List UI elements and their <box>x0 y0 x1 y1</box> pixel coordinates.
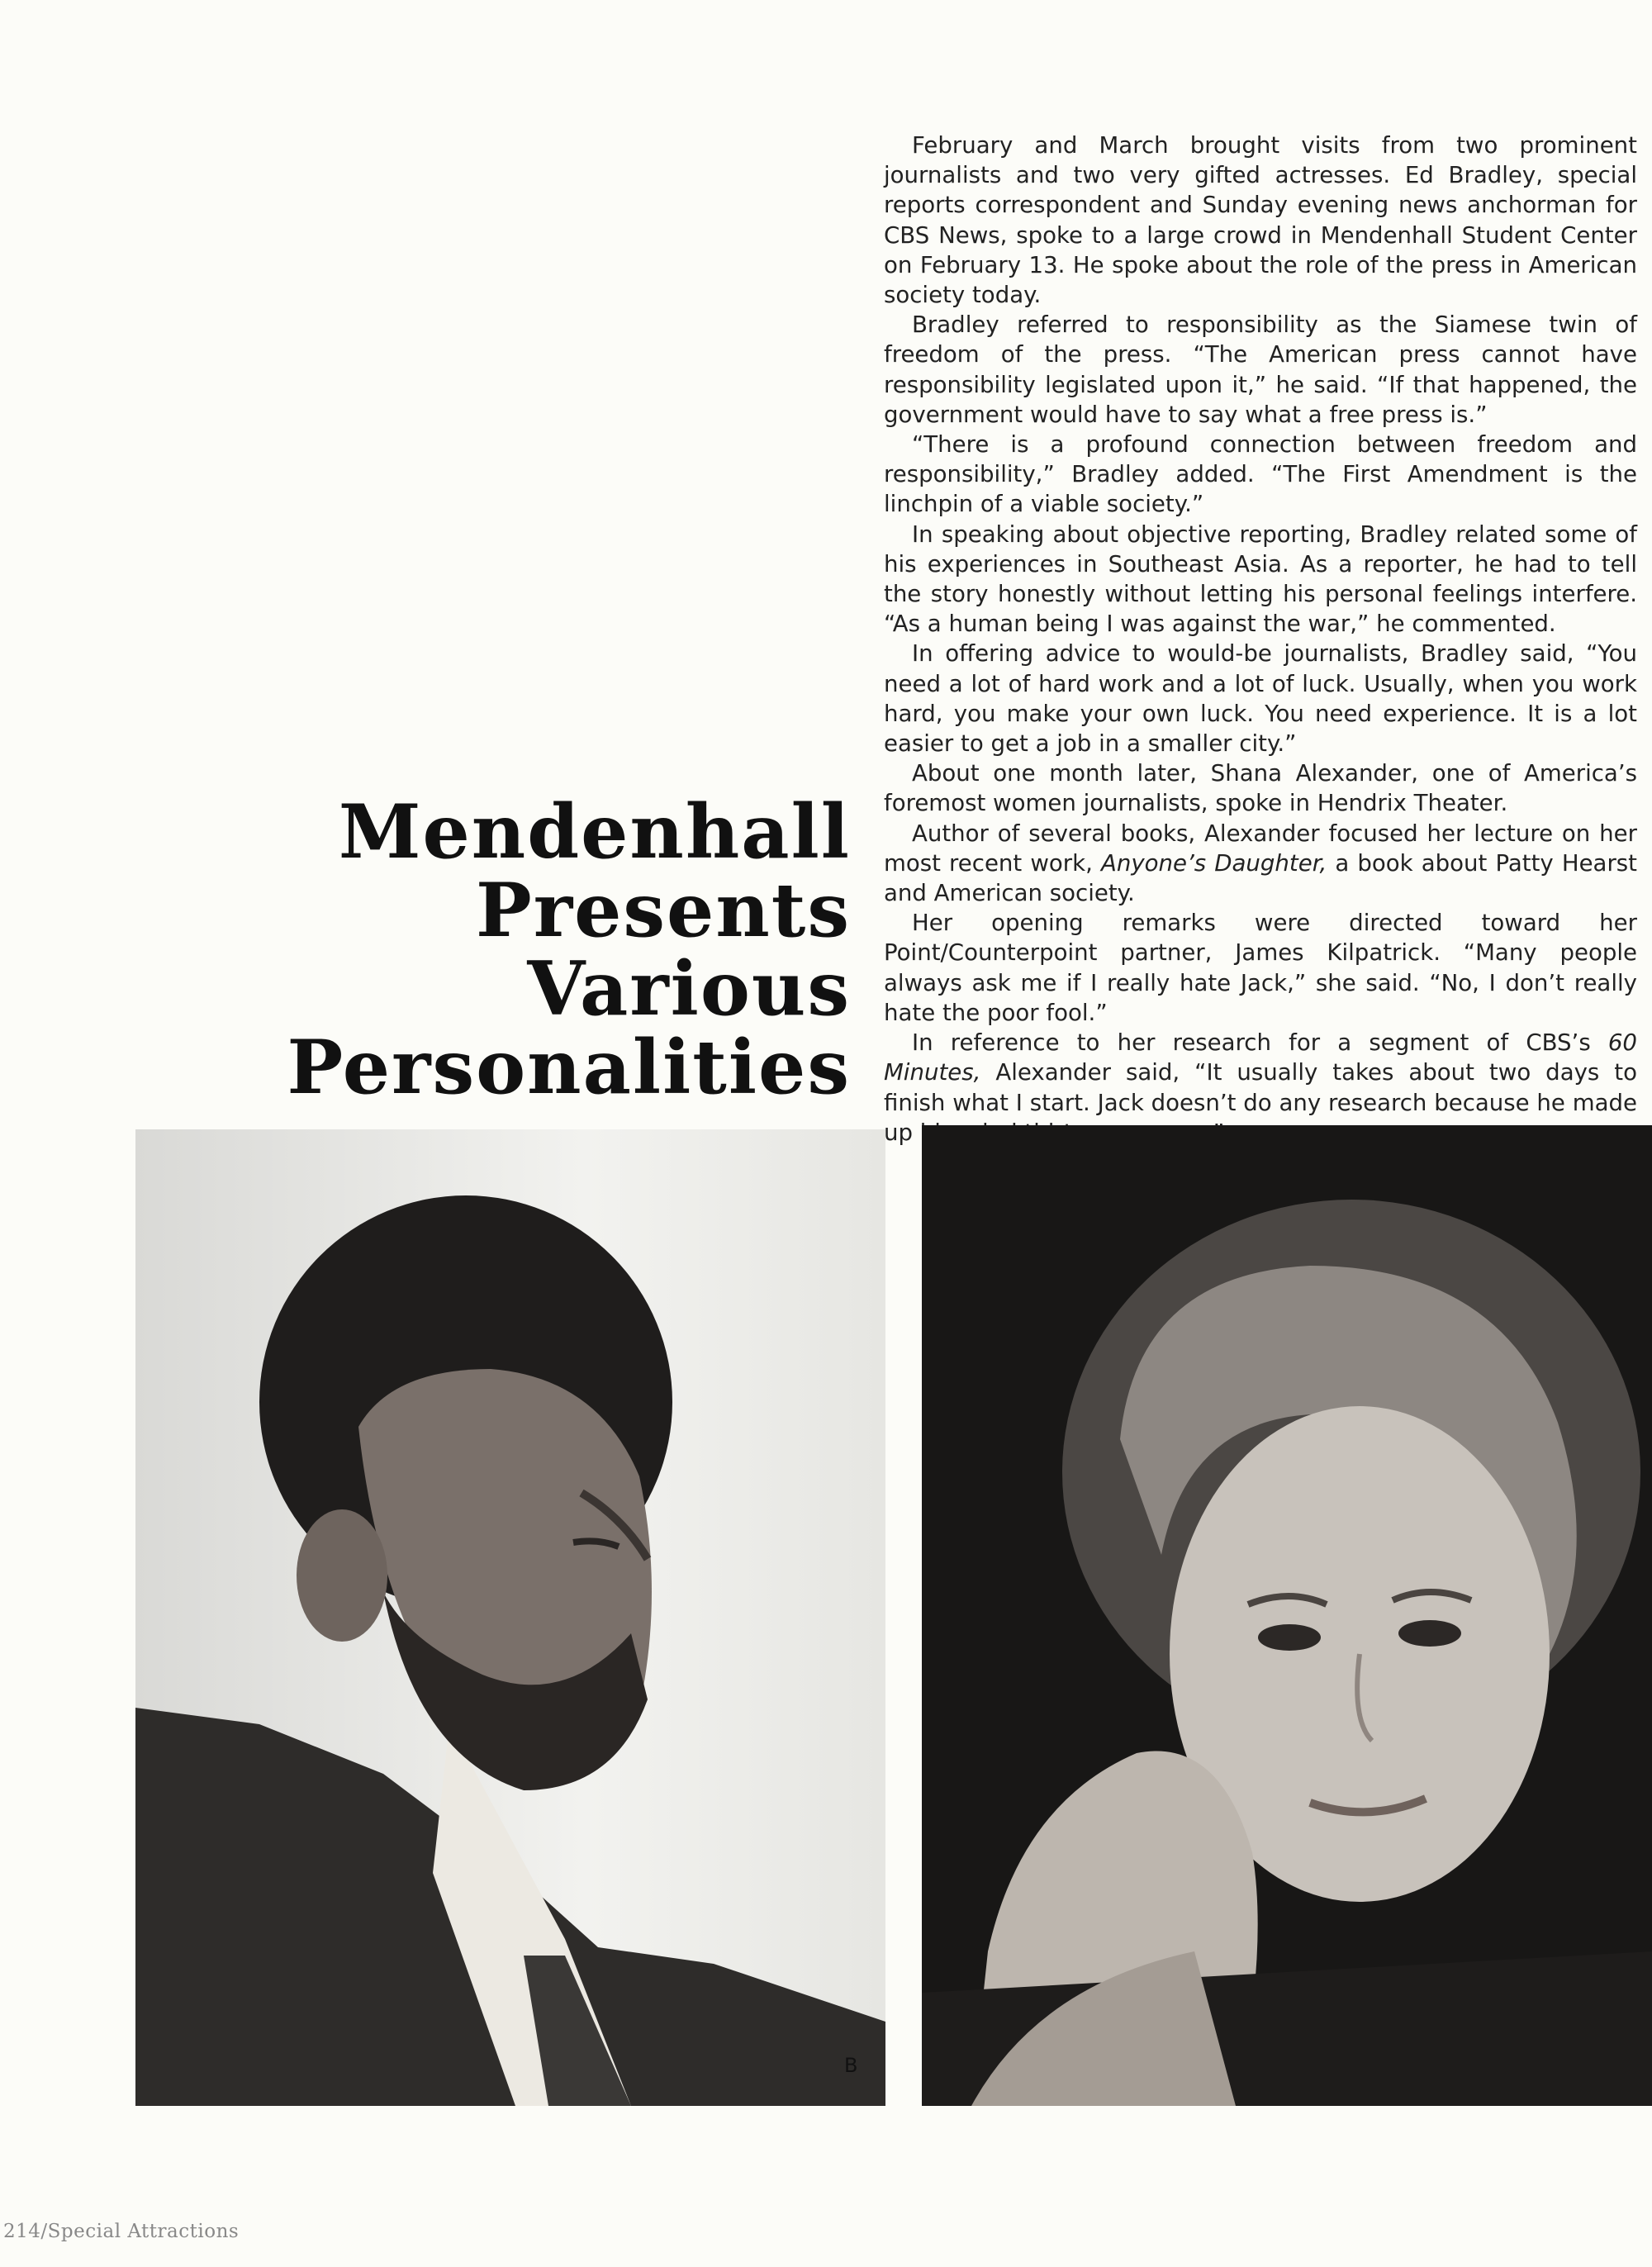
paragraph-2: Bradley referred to responsibility as the Siamese twin of freedom of the press. “The American press cannot have responsibility legislated upon it,” he said. “If that happened, the government would have to say what a free press is.” <box>884 311 1637 428</box>
portrait-man-illustration <box>135 1129 885 2106</box>
paragraph-5: In offering advice to would-be journalists, Bradley said, “You need a lot of hard work and a lot of luck. Usually, when you work hard, you make your own luck. You need experience. It is a lot easier to get a job in a smaller city.” <box>884 639 1637 758</box>
paragraph-1: February and March brought visits from two prominent journalists and two very gifted actresses. Ed Bradley, special reports correspondent and Sunday evening news anchorman for CBS News, spoke to a large crowd in Mendenhall Student Center on February 13. He spoke about the role of the press in American society today. <box>884 131 1637 309</box>
paragraph-3: “There is a profound connection between freedom and responsibility,” Bradley added. “The First Amendment is the linchpin of a viable society.” <box>884 430 1637 518</box>
headline-line-3: Various <box>527 945 851 1033</box>
paragraph-7-lead: Author of several books, Alexander focused her lecture on her most recent work, <box>884 819 1637 877</box>
photo-credit: B <box>844 2054 858 2077</box>
photo-ed-bradley <box>135 1129 885 2106</box>
headline-line-1: Mendenhall <box>338 788 851 876</box>
paragraph-9-lead: In reference to her research for a segment of CBS’s <box>912 1029 1608 1057</box>
page-folio: 214/Special Attractions <box>3 2221 240 2242</box>
article-body <box>884 131 1637 1148</box>
show-title: 60 Minutes, <box>884 1029 1637 1086</box>
paragraph-9-tail: Alexander said, “It usually takes about two days to finish what I start. Jack doesn’t do any research because he made up <box>884 1058 1637 1146</box>
headline-line-2: Presents <box>476 867 851 954</box>
portrait-woman-illustration <box>922 1125 1652 2106</box>
headline <box>165 788 851 1111</box>
paragraph-4: In speaking about objective reporting, Bradley related some of his experiences in Southeast Asia. As a reporter, he had to tell the story honestly without letting his personal feelings interfere. “As a human being I was against the war,” he commented. <box>884 520 1637 638</box>
photo-shana-alexander <box>922 1125 1652 2106</box>
paragraph-8: Her opening remarks were directed toward her Point/Counterpoint partner, James Kilpatrick. “Many people always ask me if I really hate Jack,” she said. “No, I don’t really hate the poor fool.” <box>884 909 1637 1026</box>
paragraph-7 <box>884 819 1637 909</box>
paragraph-6: About one month later, Shana Alexander, one of America’s foremost women journalists, spoke in Hendrix Theater. <box>884 759 1637 817</box>
book-title: Anyone’s Daughter, <box>1100 848 1327 877</box>
headline-line-4: Personalities <box>287 1024 851 1111</box>
paragraph-7-tail: a book about Patty Hearst and American society. <box>884 848 1637 907</box>
